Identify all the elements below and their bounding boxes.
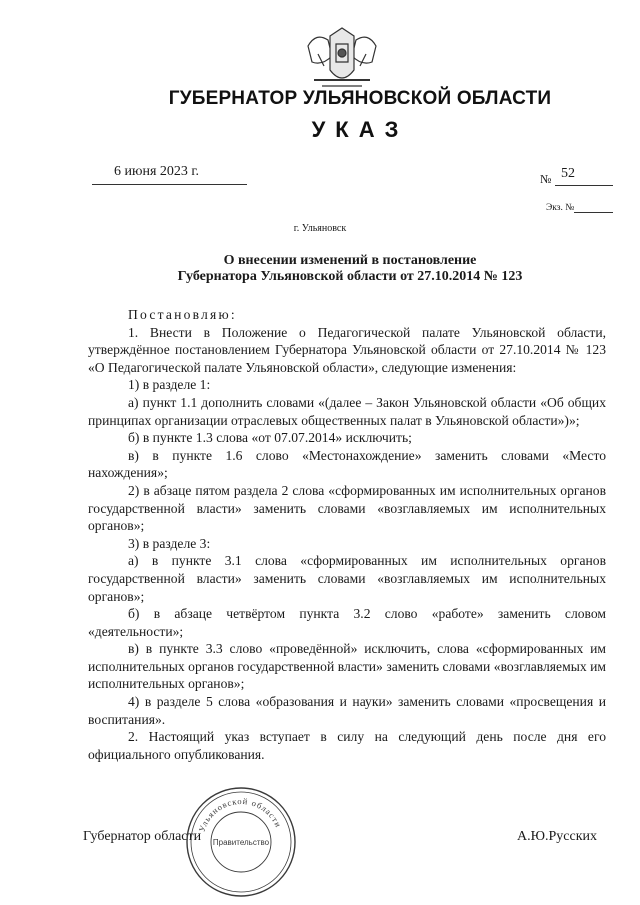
body-paragraph: 4) в разделе 5 слова «образования и науки» заменить словами «просвещения и воспитания». — [88, 694, 606, 727]
document-number: 52 — [561, 166, 575, 181]
document-type: УКАЗ — [311, 117, 409, 142]
coat-of-arms-icon — [302, 26, 382, 94]
number-sign: № — [540, 172, 552, 186]
copy-number-label: Экз. № — [546, 203, 575, 213]
title-line: Губернатора Ульяновской области от 27.10.2014 № 123 — [177, 269, 523, 284]
document-body — [88, 306, 606, 763]
body-paragraph: 2) в абзаце пятом раздела 2 слова «сформированных им исполнительных органов государственной власти» заменить словами «возглавляемых им исполнительных органов»; — [88, 482, 606, 534]
city: г. Ульяновск — [293, 223, 347, 234]
body-paragraph: Постановляю: — [128, 307, 237, 322]
signer-name: А.Ю.Русских — [517, 829, 598, 844]
title-line: О внесении изменений в постановление — [223, 253, 477, 268]
body-paragraph: б) в абзаце четвёртом пункта 3.2 слово «работе» заменить словом «деятельности»; — [88, 606, 606, 639]
issuing-authority: ГУБЕРНАТОР УЛЬЯНОВСКОЙ ОБЛАСТИ — [168, 88, 552, 109]
body-paragraph: 1) в разделе 1: — [128, 377, 211, 393]
document-title — [140, 253, 560, 285]
body-paragraph: б) в пункте 1.3 слова «от 07.07.2014» исключить; — [128, 430, 412, 446]
document-date: 6 июня 2023 г. — [114, 164, 200, 179]
seal-arc-text: Ульяновской области — [196, 795, 284, 834]
seal-center-text: Правительство — [212, 838, 270, 847]
copy-number-underline — [574, 202, 613, 213]
body-paragraph: 2. Настоящий указ вступает в силу на следующий день после дня его официального опубликования. — [88, 729, 606, 762]
signer-title: Губернатор области — [83, 829, 202, 844]
official-seal-icon — [183, 784, 299, 900]
body-paragraph: 3) в разделе 3: — [128, 535, 211, 551]
body-paragraph: 1. Внести в Положение о Педагогической палате Ульяновской области, утверждённое постановлением Губернатора Ульяновской области от 27.10.2014 № 123 «О Педагогической палате Ульяновской области», следующие изменения: — [88, 324, 606, 375]
body-paragraph: в) в пункте 3.3 слово «проведённой» исключить, слова «сформированных им исполнительных органов государственной власти» заменить словами «возглавляемых им исполнительных органов»; — [88, 641, 606, 692]
body-paragraph: а) в пункте 3.1 слова «сформированных им исполнительных органов государственной власти» заменить словами «возглавляемых им исполнительных органов»; — [88, 553, 606, 604]
body-paragraph: а) пункт 1.1 дополнить словами «(далее – Закон Ульяновской области «Об общих принципах организации отраслевых общественных палат в Ульяновской области»)»; — [88, 394, 606, 428]
body-paragraph: в) в пункте 1.6 слово «Местонахождение» заменить словами «Место нахождения»; — [88, 447, 606, 481]
